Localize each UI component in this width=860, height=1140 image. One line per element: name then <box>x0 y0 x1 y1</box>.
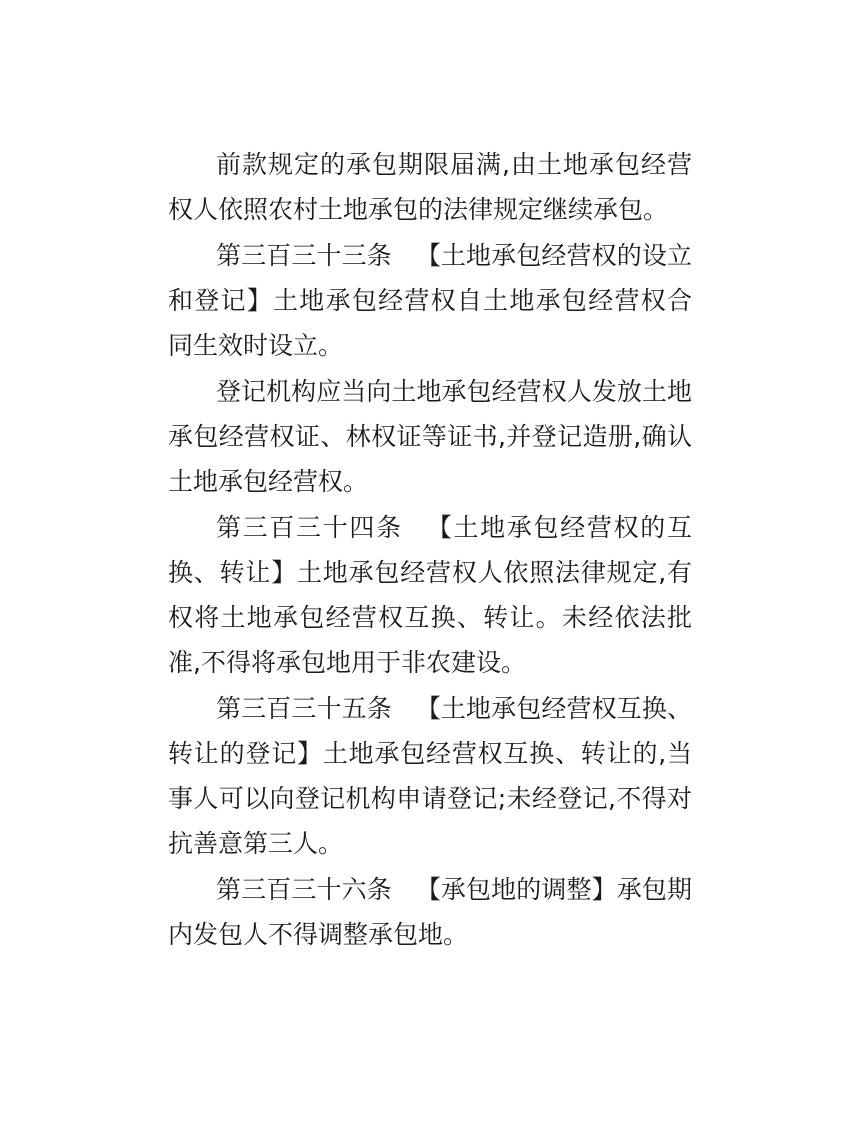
paragraph-3-text: 登记机构应当向土地承包经营权人发放土地承包经营权证、林权证等证书,并登记造册,确认土地承包经营权。 <box>168 377 692 496</box>
article-335-text: 【土地承包经营权互换、转让的登记】土地承包经营权互换、转让的,当事人可以向登记机构申请登记;未经登记,不得对抗善意第三人。 <box>168 694 692 858</box>
article-336-text: 【承包地的调整】承包期内发包人不得调整承包地。 <box>168 875 692 949</box>
document-page <box>168 142 692 958</box>
article-334-number: 第三百三十四条 <box>216 513 403 542</box>
article-333-text: 【土地承包经营权的设立和登记】土地承包经营权自土地承包经营权合同生效时设立。 <box>168 241 692 360</box>
paragraph-1 <box>168 142 692 232</box>
article-333 <box>168 233 692 368</box>
article-336-number: 第三百三十六条 <box>216 875 392 904</box>
article-335 <box>168 686 692 866</box>
article-336 <box>168 867 692 957</box>
article-333-number: 第三百三十三条 <box>216 241 392 270</box>
article-334-text: 【土地承包经营权的互换、转让】土地承包经营权人依照法律规定,有权将土地承包经营权互换、转让。未经依法批准,不得将承包地用于非农建设。 <box>168 513 692 677</box>
article-334 <box>168 505 692 685</box>
paragraph-1-text: 前款规定的承包期限届满,由土地承包经营权人依照农村土地承包的法律规定继续承包。 <box>168 150 692 224</box>
article-335-number: 第三百三十五条 <box>216 694 392 723</box>
paragraph-3 <box>168 369 692 504</box>
